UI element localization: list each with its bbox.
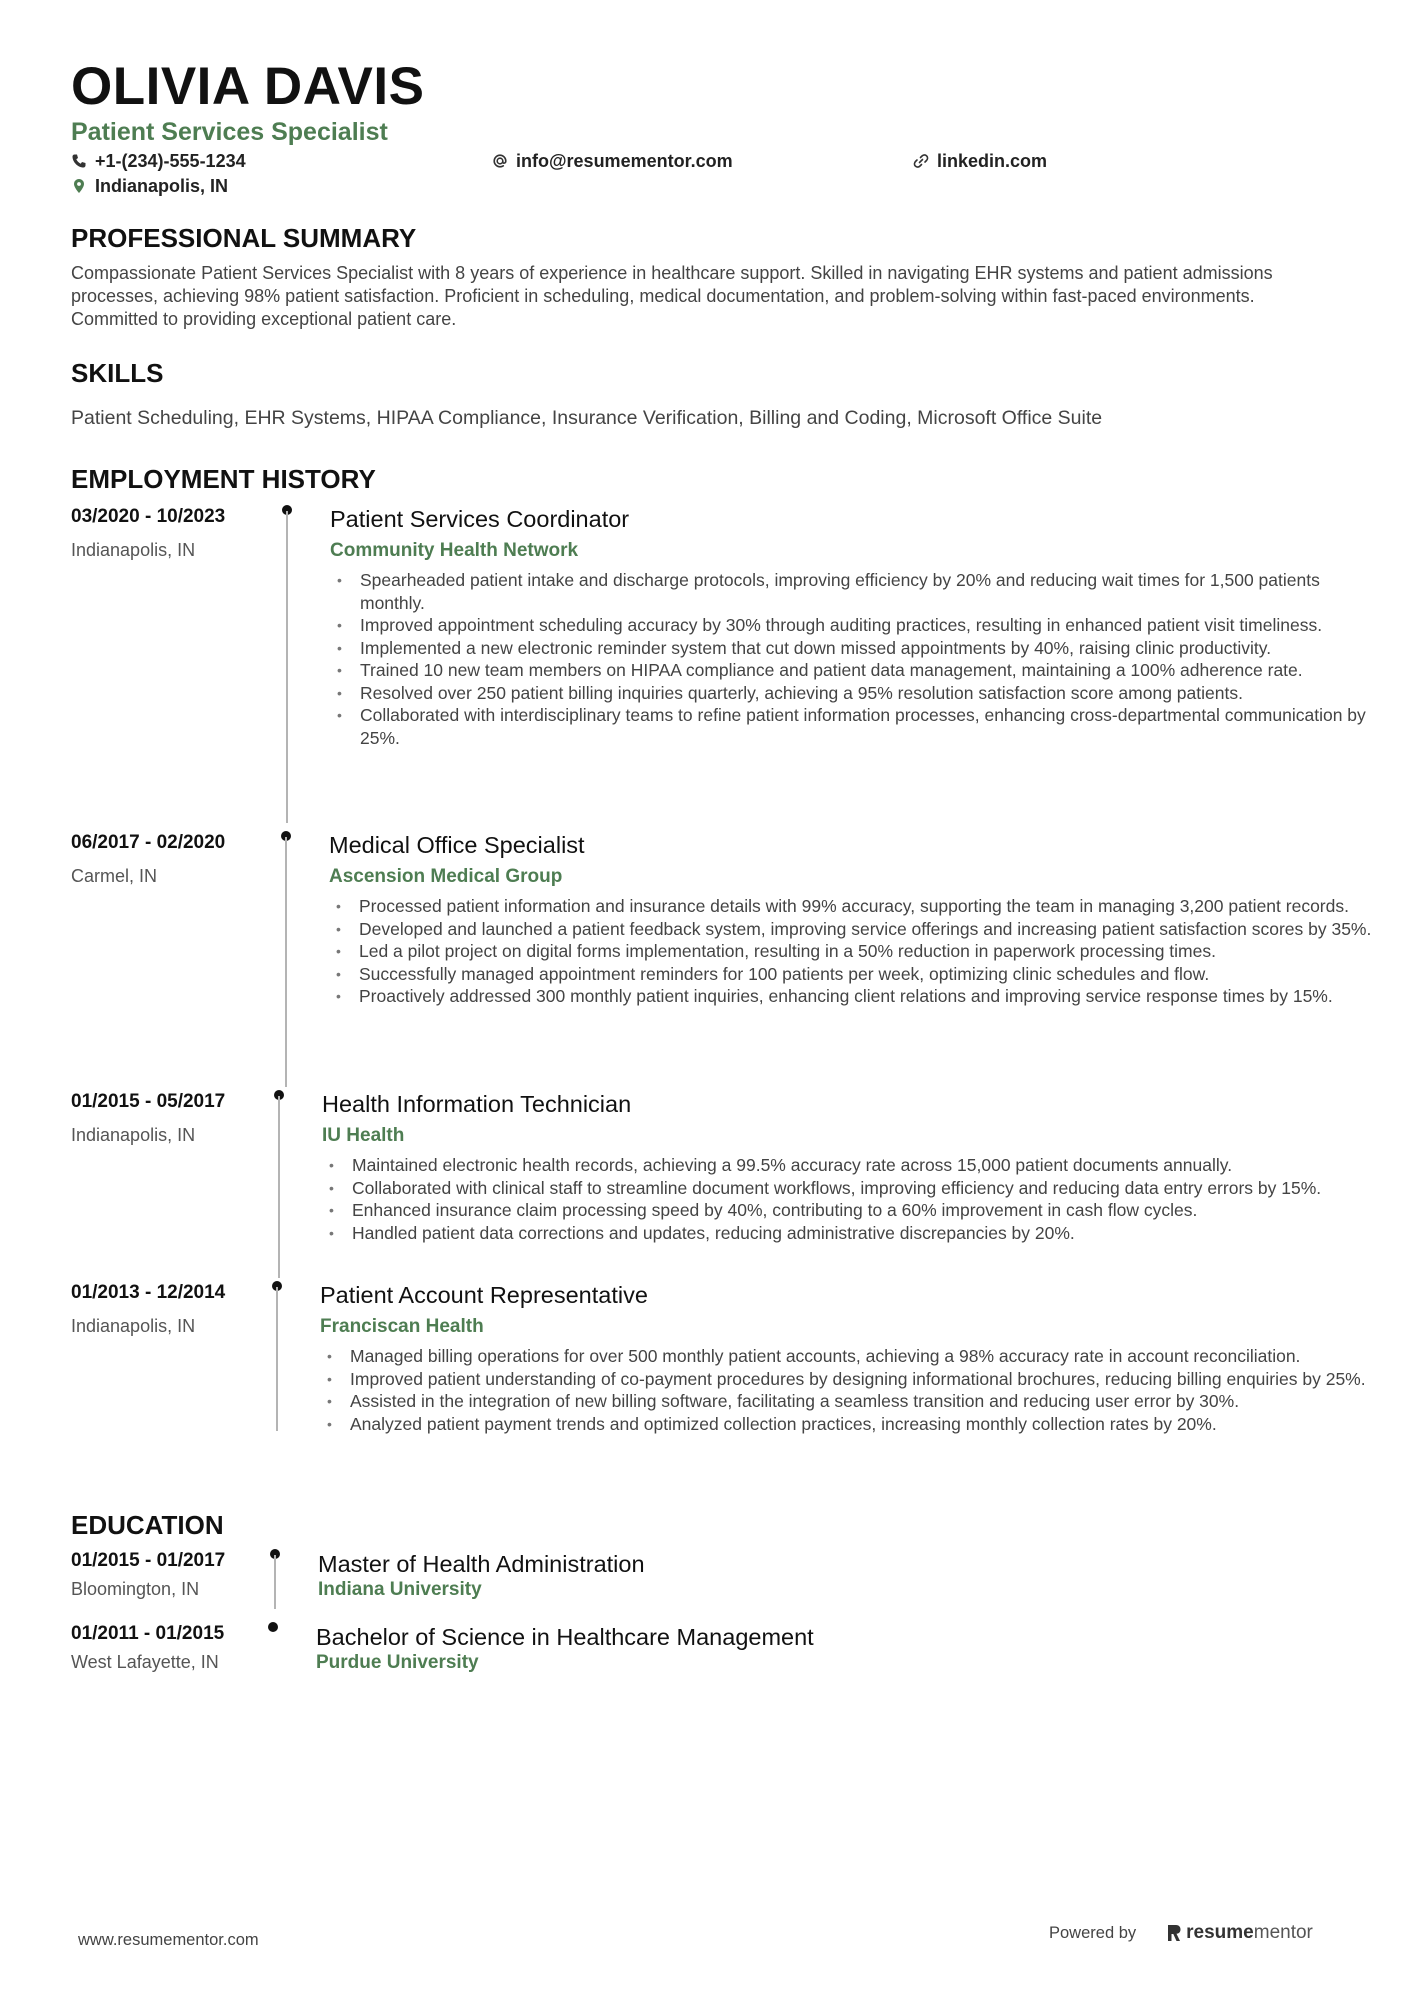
list-item: • Handled patient data corrections and updates, reducing administrative discrepancies by 20%. bbox=[329, 1222, 1075, 1243]
list-item: • Collaborated with clinical staff to streamline document workflows, improving efficiency and reducing data entry errors by 15%. bbox=[329, 1177, 1322, 1198]
education-heading: EDUCATION bbox=[71, 1510, 224, 1540]
timeline-line bbox=[274, 1555, 276, 1609]
list-item: • Processed patient information and insurance details with 99% accuracy, supporting the team in managing 3,200 patient records. bbox=[336, 896, 1349, 916]
list-item: • Trained 10 new team members on HIPAA compliance and patient data management, maintaining a 100% adherence rate. bbox=[337, 660, 1303, 680]
education-dates: 01/2011 - 01/2015 bbox=[71, 1623, 225, 1644]
job-dates: 06/2017 - 02/2020 bbox=[71, 832, 226, 853]
degree-name: Bachelor of Science in Healthcare Management bbox=[316, 1624, 814, 1650]
list-item: • Spearheaded patient intake and discharge protocols, improving efficiency by 20% and reducing wait times for 1,500 patients monthly. bbox=[337, 570, 1320, 613]
list-item: • Resolved over 250 patient billing inquiries quarterly, achieving a 95% resolution satisfaction score among patients. bbox=[337, 682, 1243, 703]
location-contact bbox=[71, 175, 228, 197]
job-bullets bbox=[329, 895, 1379, 1008]
location-text: Indianapolis, IN bbox=[95, 176, 229, 196]
summary-heading: PROFESSIONAL SUMMARY bbox=[71, 223, 417, 253]
summary-text: Compassionate Patient Services Specialist with 8 years of experience in healthcare support. Skilled in navigating EHR systems and patient admissions processes, achieving 98% patient satisfaction. Proficient in scheduling, medical documentation, and problem-solving within fast-paced environments. Committed to providing exceptional patient care. bbox=[71, 263, 1273, 329]
resumementor-logo[interactable] bbox=[1166, 1922, 1313, 1944]
list-item: • Proactively addressed 300 monthly patient inquiries, enhancing client relations and improving service response times by 15%. bbox=[336, 986, 1333, 1006]
job-company: IU Health bbox=[322, 1125, 405, 1146]
at-icon bbox=[492, 153, 508, 169]
school-name: Indiana University bbox=[318, 1579, 482, 1600]
skills-heading: SKILLS bbox=[71, 358, 164, 388]
timeline-line bbox=[285, 837, 287, 1087]
brand-mentor: mentor bbox=[1253, 1922, 1313, 1943]
job-role: Patient Services Coordinator bbox=[330, 506, 630, 532]
linkedin-contact bbox=[913, 150, 1047, 172]
footer-website[interactable]: www.resumementor.com bbox=[78, 1931, 259, 1949]
phone-number[interactable]: +1-(234)-555-1234 bbox=[95, 151, 246, 171]
degree-name: Master of Health Administration bbox=[318, 1551, 645, 1577]
linkedin-link[interactable]: linkedin.com bbox=[937, 151, 1048, 171]
list-item: • Maintained electronic health records, achieving a 99.5% accuracy rate across 15,000 patient documents annually. bbox=[329, 1155, 1233, 1175]
list-item: • Enhanced insurance claim processing speed by 40%, contributing to a 60% improvement in cash flow cycles. bbox=[329, 1200, 1198, 1220]
list-item: • Collaborated with interdisciplinary teams to refine patient information processes, enhancing cross-departmental communication by 25%. bbox=[337, 705, 1366, 748]
list-item: • Implemented a new electronic reminder system that cut down missed appointments by 40%, raising clinic productivity. bbox=[337, 637, 1272, 658]
education-location: West Lafayette, IN bbox=[71, 1652, 219, 1672]
timeline-line bbox=[286, 511, 288, 823]
education-location: Bloomington, IN bbox=[71, 1579, 200, 1599]
logo-icon bbox=[1166, 1923, 1182, 1943]
job-dates: 03/2020 - 10/2023 bbox=[71, 506, 226, 527]
job-company: Ascension Medical Group bbox=[329, 866, 563, 887]
list-item: • Managed billing operations for over 500 monthly patient accounts, achieving a 98% accuracy rate in account reconciliation. bbox=[327, 1346, 1301, 1366]
job-role: Patient Account Representative bbox=[320, 1282, 648, 1308]
job-role: Health Information Technician bbox=[322, 1091, 632, 1117]
candidate-name: OLIVIA DAVIS bbox=[71, 57, 425, 116]
list-item: • Successfully managed appointment reminders for 100 patients per week, optimizing clinic schedules and flow. bbox=[336, 963, 1210, 984]
job-location: Carmel, IN bbox=[71, 866, 158, 886]
job-dates: 01/2013 - 12/2014 bbox=[71, 1282, 226, 1303]
phone-icon bbox=[71, 153, 87, 169]
school-name: Purdue University bbox=[316, 1652, 479, 1673]
skills-text: Patient Scheduling, EHR Systems, HIPAA Compliance, Insurance Verification, Billing and Coding, Microsoft Office Suite bbox=[71, 407, 1103, 429]
employment-heading: EMPLOYMENT HISTORY bbox=[71, 464, 376, 494]
timeline-line bbox=[278, 1096, 280, 1278]
education-dates: 01/2015 - 01/2017 bbox=[71, 1550, 226, 1571]
brand-resume: resume bbox=[1186, 1922, 1254, 1943]
job-bullets bbox=[322, 1154, 1372, 1244]
phone-contact bbox=[71, 150, 246, 172]
list-item: • Improved patient understanding of co-payment procedures by designing informational brochures, reducing billing enquiries by 25%. bbox=[327, 1368, 1366, 1389]
job-bullets bbox=[330, 569, 1380, 749]
timeline-dot bbox=[268, 1622, 278, 1632]
list-item: • Assisted in the integration of new billing software, facilitating a seamless transition and reducing user error by 30%. bbox=[327, 1391, 1240, 1411]
job-bullets bbox=[320, 1345, 1370, 1435]
list-item: • Led a pilot project on digital forms implementation, resulting in a 50% reduction in paperwork processing times. bbox=[336, 941, 1216, 961]
location-pin-icon bbox=[71, 178, 87, 194]
list-item: • Improved appointment scheduling accuracy by 30% through auditing practices, resulting in enhanced patient visit timeliness. bbox=[337, 615, 1323, 635]
email-contact bbox=[492, 150, 733, 172]
job-location: Indianapolis, IN bbox=[71, 1316, 196, 1336]
list-item: • Analyzed patient payment trends and optimized collection practices, increasing monthly collection rates by 20%. bbox=[327, 1413, 1217, 1434]
job-company: Franciscan Health bbox=[320, 1316, 484, 1337]
job-dates: 01/2015 - 05/2017 bbox=[71, 1091, 226, 1112]
powered-by-label: Powered by bbox=[1049, 1923, 1137, 1942]
job-company: Community Health Network bbox=[330, 540, 579, 561]
job-title: Patient Services Specialist bbox=[71, 118, 388, 146]
timeline-line bbox=[276, 1287, 278, 1431]
job-location: Indianapolis, IN bbox=[71, 1125, 196, 1145]
link-icon bbox=[913, 153, 929, 169]
job-location: Indianapolis, IN bbox=[71, 540, 196, 560]
email-address[interactable]: info@resumementor.com bbox=[516, 151, 733, 171]
list-item: • Developed and launched a patient feedback system, improving service offerings and increasing patient satisfaction scores by 35%. bbox=[336, 918, 1372, 939]
job-role: Medical Office Specialist bbox=[329, 832, 585, 858]
footer-branding bbox=[1049, 1922, 1313, 1944]
